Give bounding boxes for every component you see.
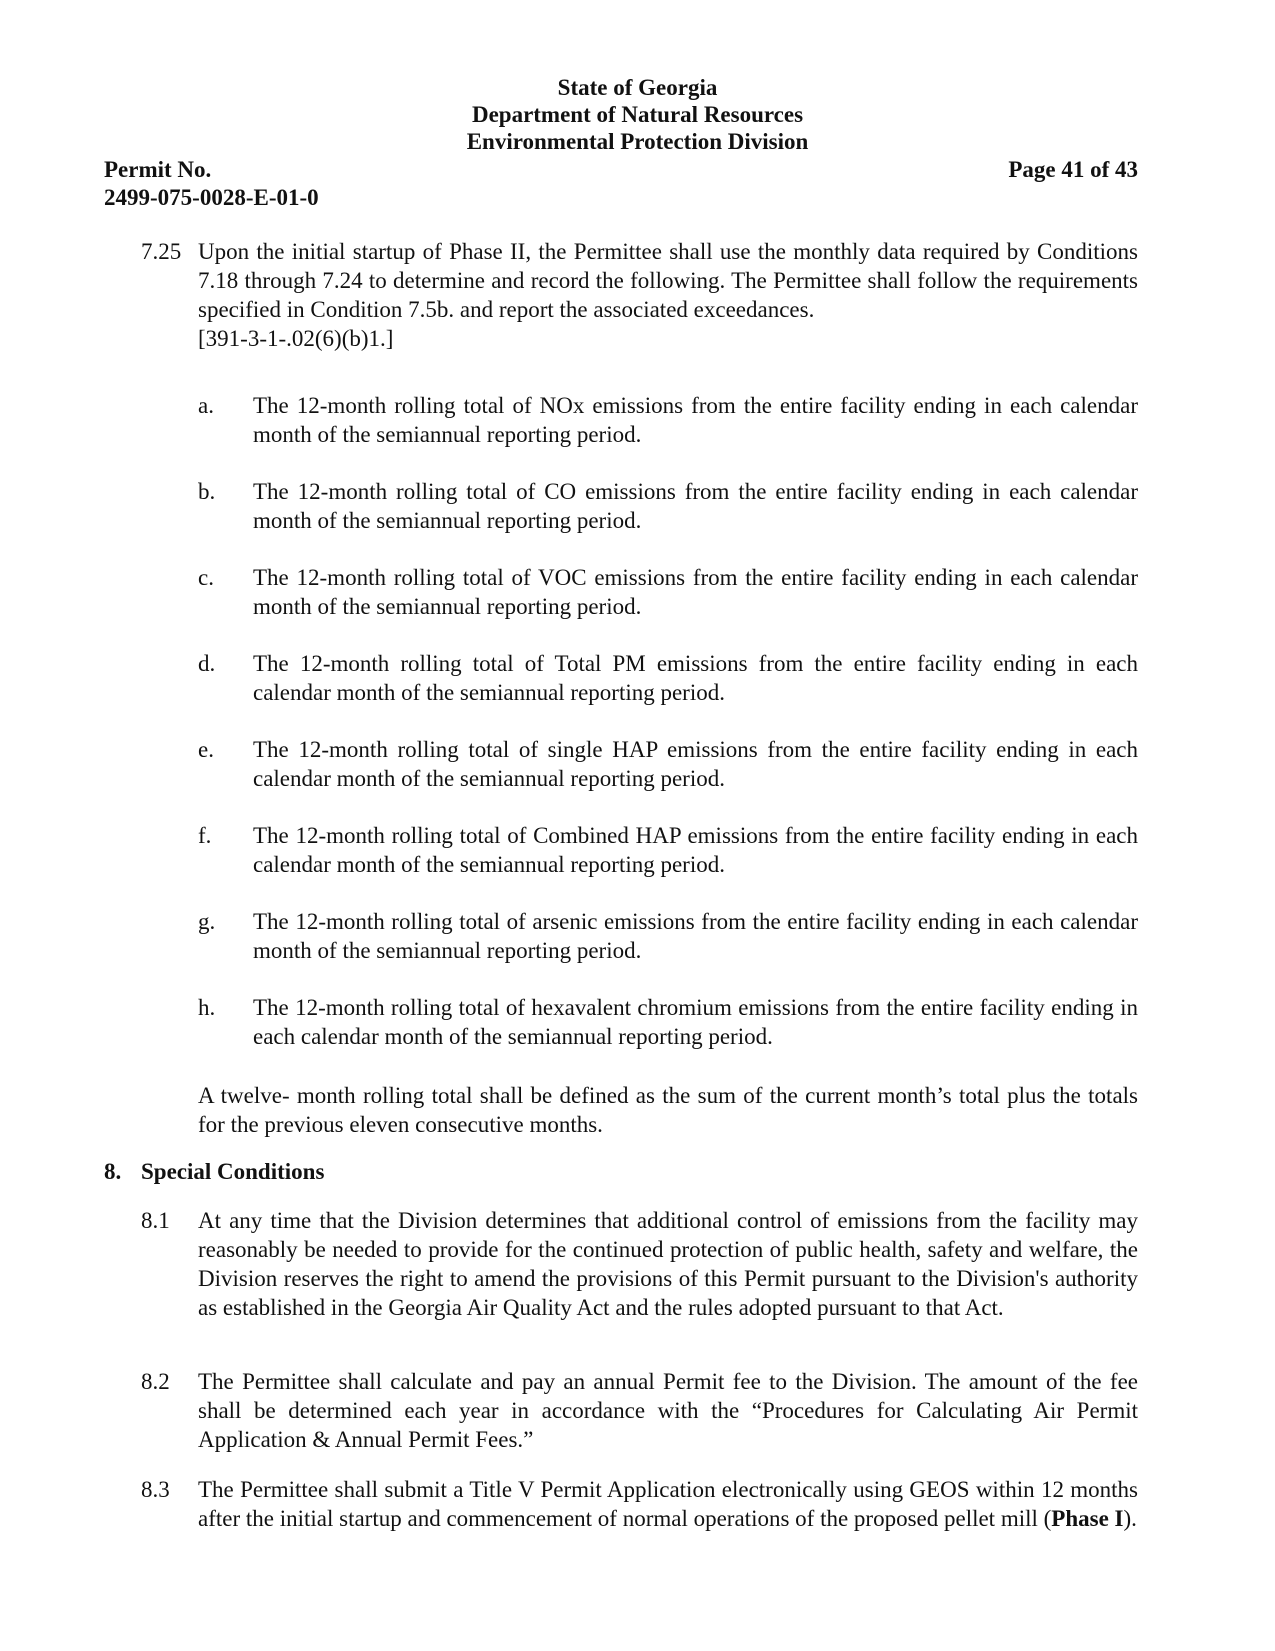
- item-letter: g.: [198, 909, 216, 934]
- condition-8-2-number: 8.2: [141, 1369, 170, 1394]
- section-8-number: 8.: [104, 1159, 122, 1184]
- header-department: Department of Natural Resources: [471, 102, 804, 127]
- permit-label: Permit No.: [104, 157, 212, 182]
- item-text: The 12-month rolling total of single HAP emissions from the entire facility ending in each calendar month of the semiannual reporting period.: [253, 737, 1138, 791]
- item-text: The 12-month rolling total of Total PM emissions from the entire facility ending in each calendar month of the semiannual reporting period.: [253, 651, 1138, 705]
- item-text: The 12-month rolling total of NOx emissions from the entire facility ending in each calendar month of the semiannual reporting period.: [253, 393, 1138, 447]
- condition-7-25-citation: [391-3-1-.02(6)(b)1.]: [198, 326, 394, 351]
- item-letter: h.: [198, 995, 216, 1020]
- permit-number: 2499-075-0028-E-01-0: [104, 185, 319, 210]
- item-letter: e.: [198, 737, 214, 762]
- condition-8-3-text: [198, 1475, 1138, 1533]
- section-8-title: Special Conditions: [141, 1159, 325, 1184]
- header-state: State of Georgia: [557, 75, 718, 100]
- condition-8-3-text-before: The Permittee shall submit a Title V Permit Application electronically using GEOS within 12 months after the initial startup and commencement of normal operations of the proposed pellet mill (: [198, 1477, 1138, 1531]
- item-text: The 12-month rolling total of hexavalent chromium emissions from the entire facility ending in each calendar month of the semiannual reporting period.: [253, 995, 1138, 1049]
- condition-8-3-number: 8.3: [141, 1477, 170, 1502]
- item-text: The 12-month rolling total of Combined HAP emissions from the entire facility ending in each calendar month of the semiannual reporting period.: [253, 823, 1138, 877]
- condition-8-1-text: At any time that the Division determines that additional control of emissions from the facility may reasonably be needed to provide for the continued protection of public health, safety and welfare, the Division reserves the right to amend the provisions of this Permit pursuant to the Division's authority as established in the Georgia Air Quality Act and the rules adopted pursuant to that Act.: [198, 1208, 1138, 1320]
- item-text: The 12-month rolling total of CO emissions from the entire facility ending in each calendar month of the semiannual reporting period.: [253, 479, 1138, 533]
- rolling-total-definition: A twelve- month rolling total shall be defined as the sum of the current month’s total plus the totals for the previous eleven consecutive months.: [198, 1083, 1138, 1137]
- item-letter: c.: [198, 565, 214, 590]
- condition-8-2-text: The Permittee shall calculate and pay an annual Permit fee to the Division. The amount of the fee shall be determined each year in accordance with the “Procedures for Calculating Air Permit Application & Annual Permit Fees.”: [198, 1369, 1138, 1452]
- header-division: Environmental Protection Division: [466, 129, 809, 154]
- item-letter: d.: [198, 651, 216, 676]
- condition-8-3-text-after: ).: [1123, 1506, 1137, 1531]
- item-text: The 12-month rolling total of VOC emissions from the entire facility ending in each calendar month of the semiannual reporting period.: [253, 565, 1138, 619]
- page-number: Page 41 of 43: [1008, 157, 1138, 182]
- phase-i-label: Phase I: [1051, 1506, 1124, 1531]
- item-letter: f.: [198, 823, 212, 848]
- condition-7-25-text: Upon the initial startup of Phase II, the Permittee shall use the monthly data required by Conditions 7.18 through 7.24 to determine and record the following. The Permittee shall follow the requirements specified in Condition 7.5b. and report the associated exceedances.: [198, 239, 1138, 322]
- item-letter: b.: [198, 479, 216, 504]
- item-text: The 12-month rolling total of arsenic emissions from the entire facility ending in each calendar month of the semiannual reporting period.: [253, 909, 1138, 963]
- item-letter: a.: [198, 393, 214, 418]
- condition-8-1-number: 8.1: [141, 1208, 170, 1233]
- condition-7-25-number: 7.25: [141, 239, 182, 264]
